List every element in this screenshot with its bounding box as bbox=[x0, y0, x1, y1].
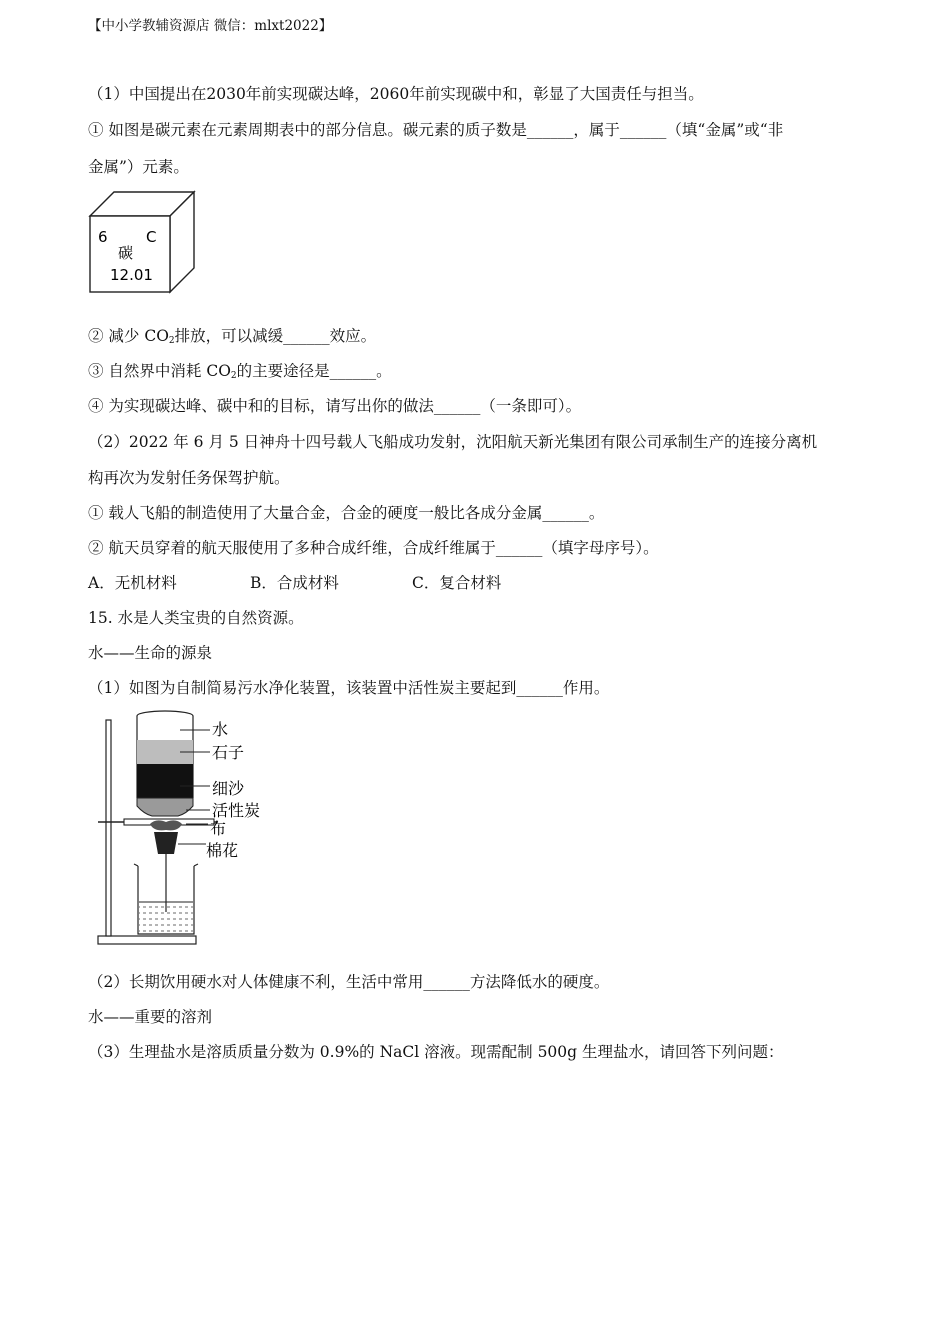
q14-part2-item2: ② 航天员穿着的航天服使用了多种合成纤维，合成纤维属于______（填字母序号）。 bbox=[88, 539, 659, 557]
q14-part1-item1-line2: 金属”）元素。 bbox=[88, 158, 189, 176]
item3-post: 的主要途径是______。 bbox=[236, 362, 392, 380]
q15-title: 15. 水是人类宝贵的自然资源。 bbox=[88, 609, 304, 627]
q14-part1-item4: ④ 为实现碳达峰、碳中和的目标，请写出你的做法______（一条即可）。 bbox=[88, 397, 582, 415]
label-water: 水 bbox=[212, 720, 229, 739]
element-symbol: C bbox=[146, 228, 157, 246]
element-name: 碳 bbox=[118, 244, 134, 262]
option-c: C．复合材料 bbox=[412, 574, 502, 592]
page-header: 【中小学教辅资源店 微信：mlxt2022】 bbox=[88, 18, 333, 34]
item2-post: 排放，可以减缓______效应。 bbox=[174, 327, 377, 345]
q14-part2-line2: 构再次为发射任务保驾护航。 bbox=[88, 469, 290, 487]
carbon-element-cell-figure bbox=[86, 188, 198, 296]
item2-pre: ② 减少 CO bbox=[88, 327, 169, 345]
q15-section2: 水——重要的溶剂 bbox=[88, 1008, 213, 1026]
item3-pre: ③ 自然界中消耗 CO bbox=[88, 362, 231, 380]
q15-part3: （3）生理盐水是溶质质量分数为 0.9%的 NaCl 溶液。现需配制 500g 生理盐水，请回答下列问题： bbox=[88, 1043, 784, 1061]
item3-sub: 2 bbox=[230, 371, 237, 381]
q15-section1: 水——生命的源泉 bbox=[88, 644, 213, 662]
q14-part2-item1: ① 载人飞船的制造使用了大量合金，合金的硬度一般比各成分金属______。 bbox=[88, 504, 605, 522]
item2-sub: 2 bbox=[168, 336, 175, 346]
label-activated-carbon: 活性炭 bbox=[212, 801, 261, 820]
q15-part1: （1）如图为自制简易污水净化装置，该装置中活性炭主要起到______作用。 bbox=[88, 679, 610, 697]
label-cloth: 布 bbox=[210, 819, 227, 838]
label-cotton: 棉花 bbox=[206, 841, 239, 860]
q14-options bbox=[88, 571, 574, 593]
element-atomic-number: 6 bbox=[98, 228, 108, 246]
option-a: A．无机材料 bbox=[88, 574, 177, 592]
label-stones: 石子 bbox=[212, 743, 245, 762]
element-mass: 12.01 bbox=[110, 266, 153, 284]
q14-part1-item3 bbox=[88, 359, 392, 381]
q14-part1-item2 bbox=[88, 324, 376, 346]
q14-part1: （1）中国提出在2030年前实现碳达峰，2060年前实现碳中和，彰显了大国责任与担当。 bbox=[88, 85, 704, 103]
q15-part2: （2）长期饮用硬水对人体健康不利，生活中常用______方法降低水的硬度。 bbox=[88, 973, 610, 991]
q14-part1-item1-line1: ① 如图是碳元素在元素周期表中的部分信息。碳元素的质子数是______，属于______（填“金属”或“非 bbox=[88, 121, 784, 139]
water-purifier-figure bbox=[94, 706, 274, 950]
label-sand: 细沙 bbox=[212, 779, 245, 798]
q14-part2-line1: （2）2022 年 6 月 5 日神舟十四号载人飞船成功发射，沈阳航天新光集团有限公司承制生产的连接分离机 bbox=[88, 433, 818, 451]
option-b: B．合成材料 bbox=[250, 574, 339, 592]
